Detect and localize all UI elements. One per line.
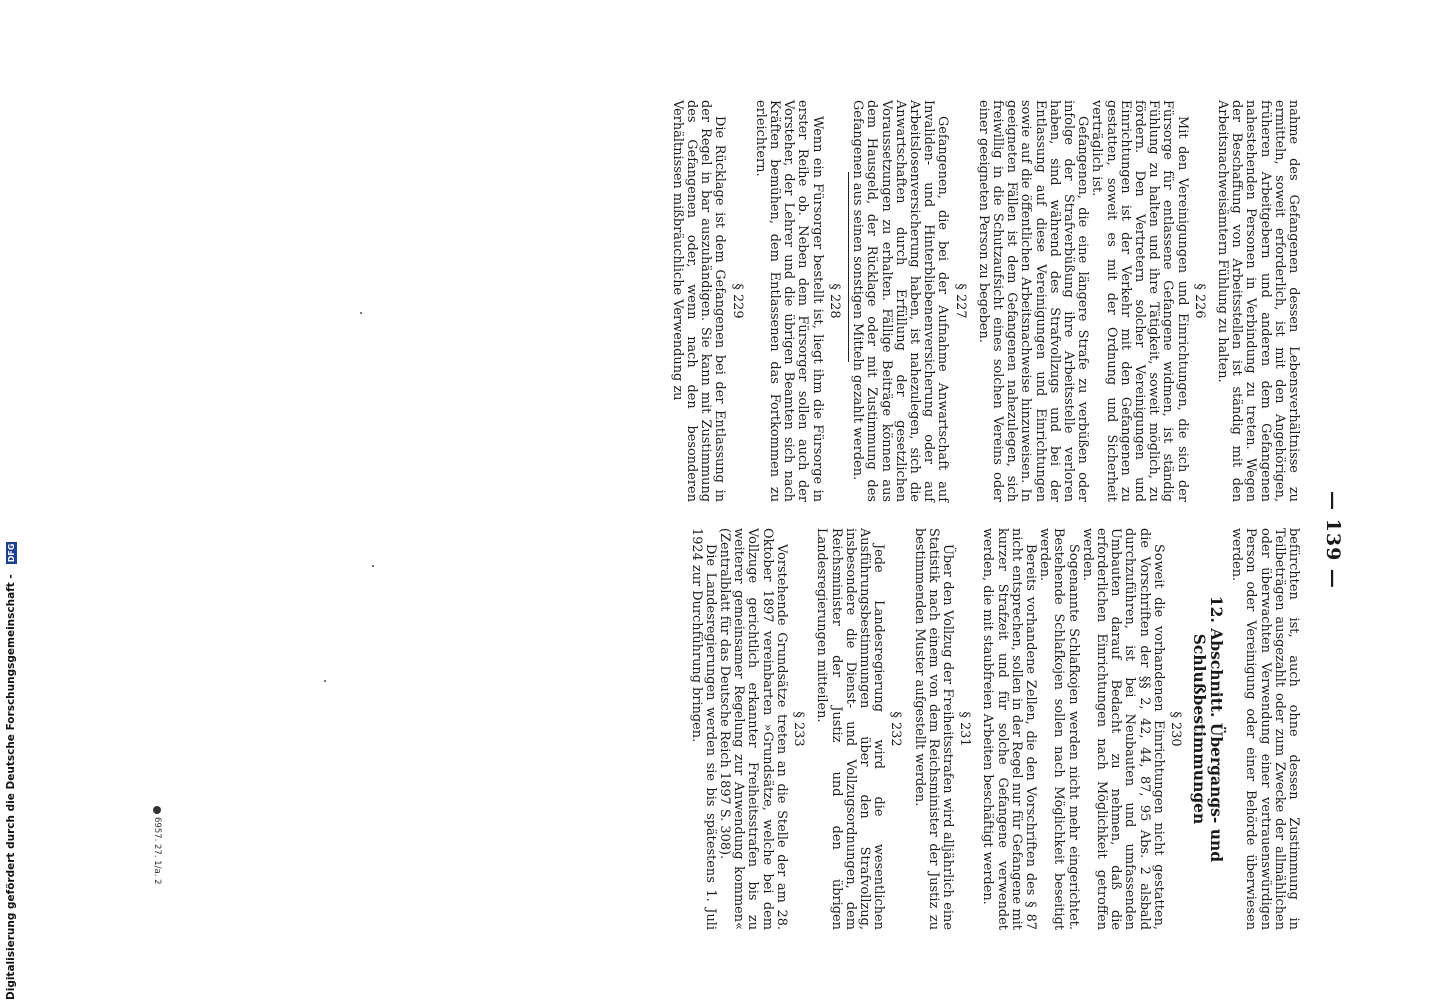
paragraph: befürchten ist, auch ohne dessen Zustimmung in Teilbeträgen ausgezahlt oder zum Zwecke der allmählichen oder überwachten Verwendung einer vertrauenswürdigen Person oder Vereinigung oder einer Behörde überwiesen werden. xyxy=(1229,528,1301,930)
dfg-logo: DFG xyxy=(6,543,16,563)
paragraph: Die Rücklage ist dem Gefangenen bei der Entlassung in der Regel in bar auszuhändigen. Sie kann mit Zustimmung des Gefangenen oder, wenn nach den besonderen Verhältnissen mißbräuchliche Verwendung zu xyxy=(669,100,728,502)
paragraph: Die Landesregierungen werden sie bis spätestens 1. Juli 1924 zur Durchführung bringen. xyxy=(688,528,718,930)
paragraph: Soweit die vorhandenen Einrichtungen nicht gestatten, die Vorschriften der §§ 2, 42, 44, 87, 95 Abs. 2 alsbald durchzuführen, ist bei Neubauten und umfassenden Umbauten darauf Bedacht zu nehmen, daß die erforderlichen Einrichtungen nach Möglichkeit getroffen werden. xyxy=(1079,528,1166,930)
section-226-title: § 226 xyxy=(1191,283,1207,319)
section-227-title: § 227 xyxy=(952,283,968,319)
paragraph: Jede Landesregierung wird die wesentlichen Ausführungsbestimmungen über den Strafvollzug, insbesondere die Dienst- und Vollzugsordnungen, dem Reichsminister der Justiz und den übrigen Landesregierungen mitteilen. xyxy=(814,528,887,930)
digitization-note: Digitalisierung gefördert durch die Deutsche Forschungsgemeinschaft - xyxy=(5,574,17,1000)
left-text-column xyxy=(670,100,1300,502)
chapter-heading: 12. Abschnitt. Übergangs- und Schlußbestimmungen xyxy=(1189,595,1226,863)
digitization-strip xyxy=(3,0,19,1000)
page-number: — 139 — xyxy=(1322,491,1344,589)
paragraph: Vorstehende Grundsätze treten an die Stelle der am 28. Oktober 1897 vereinbarten »Grundsätze, welche bei dem Vollzuge gerichtlich erkannter Freiheitsstrafen bis zu weiterer gemeinsamer Regelung zur Anwendung kommen« (Zentralblatt für das Deutsche Reich 1897 S. 308). xyxy=(717,528,789,930)
section-228-title: § 228 xyxy=(826,283,842,319)
end-rule xyxy=(848,172,849,362)
paragraph: Mit den Vereinigungen und Einrichtungen, die sich der Fürsorge für entlassene Gefangene widmen, ist ständig Fühlung zu halten und ihre Tätigkeit, soweit möglich, zu fördern. Den Vertretern solcher Vereinigungen und Einrichtungen ist der Verkehr mit den Gefangenen zu gestatten, soweit es mit der Ordnung und Sicherheit verträglich ist. xyxy=(1089,100,1190,502)
paragraph: nahme des Gefangenen dessen Lebensverhältnisse zu ermitteln, soweit erforderlich, ist mit den Angehörigen, früheren Arbeitgebern und anderen dem Gefangenen nahestehenden Personen in Verbindung zu treten. Wegen der Beschaffung von Arbeitsstellen ist ständig mit den Arbeitsnachweisämtern Fühlung zu halten. xyxy=(1214,100,1301,502)
paragraph: Gefangenen, die eine längere Strafe zu verbüßen oder infolge der Strafverbüßung ihre Arbeitsstelle verloren haben, sind während des Strafvollzugs und bei der Entlassung auf diese Vereinigungen und Einrichtungen sowie auf die öffentlichen Arbeitsnachweise hinzuweisen. In geeigneten Fällen ist dem Gefangenen nahezulegen, sich freiwillig in die Schutzaufsicht eines solchen Vereins oder einer geeigneten Person zu begeben. xyxy=(975,100,1091,502)
scan-speck xyxy=(360,312,362,314)
seal-icon xyxy=(154,806,162,814)
right-text-column xyxy=(688,528,1300,930)
scan-speck xyxy=(372,565,374,567)
scan-speck xyxy=(324,680,326,682)
section-229-title: § 229 xyxy=(729,283,745,319)
section-231-title: § 231 xyxy=(957,711,973,747)
print-code xyxy=(152,806,162,885)
section-233-title: § 233 xyxy=(791,711,807,747)
paragraph: Über den Vollzug der Freiheitsstrafen wird alljährlich eine Statistik nach einem von dem Reichsminister der Justiz zu bestimmenden Muster aufgestellt werden. xyxy=(911,528,955,930)
paragraph: Bereits vorhandene Zellen, die den Vorschriften des § 87 nicht entsprechen, sollen in der Regel nur für Gefangene mit kurzer Strafzeit und für solche Gefangene verwendet werden, die mit staubfreien Arbeiten beschäftigt werden. xyxy=(980,528,1038,930)
section-232-title: § 232 xyxy=(888,711,904,747)
section-230-title: § 230 xyxy=(1167,711,1183,747)
paragraph: Wenn ein Fürsorger bestellt ist, liegt ihm die Fürsorge in erster Reihe ob. Neben dem Fürsorger sollen auch der Vorsteher, der Lehrer und die übrigen Beamten sich nach Kräften bemühen, dem Entlassenen das Fortkommen zu erleichtern. xyxy=(752,100,825,502)
print-code-text: 6957. 27. 1/a. 2 xyxy=(152,817,162,885)
paragraph: Gefangenen, die bei der Aufnahme Anwartschaft auf Invaliden- und Hinterbliebenenversicherung oder auf Arbeitslosenversicherung haben, ist nahezulegen, sich die Anwartschaften durch Erfüllung der gesetzlichen Voraussetzungen zu erhalten. Fällige Beiträge können aus dem Hausgeld, der Rücklage oder mit Zustimmung des Gefangenen aus seinen sonstigen Mitteln gezahlt werden. xyxy=(850,100,951,502)
paragraph: Sogenannte Schlafkojen werden nicht mehr eingerichtet. Bestehende Schlafkojen sollen nach Möglichkeit beseitigt werden. xyxy=(1037,528,1081,930)
